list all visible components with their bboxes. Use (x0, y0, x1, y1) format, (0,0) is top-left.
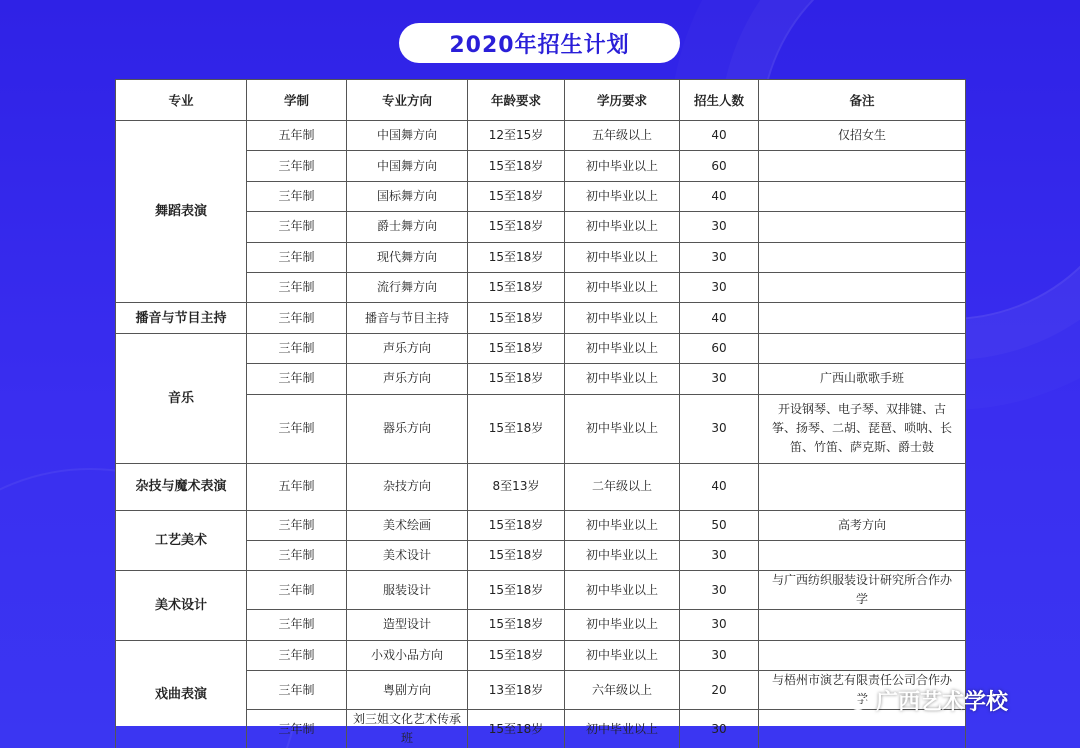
age-cell: 15至18岁 (468, 303, 565, 333)
direction-cell: 器乐方向 (347, 394, 468, 463)
education-cell: 初中毕业以上 (565, 510, 680, 540)
table-row (116, 571, 966, 610)
direction-cell: 国标舞方向 (347, 181, 468, 211)
age-cell: 15至18岁 (468, 394, 565, 463)
direction-cell: 中国舞方向 (347, 151, 468, 181)
count-cell: 30 (680, 571, 759, 610)
note-cell (759, 212, 966, 242)
count-cell: 30 (680, 540, 759, 570)
page-title: 2020年招生计划 (399, 23, 680, 63)
direction-cell: 粤剧方向 (347, 671, 468, 710)
system-cell: 三年制 (247, 364, 347, 394)
education-cell: 五年级以上 (565, 121, 680, 151)
system-cell: 三年制 (247, 303, 347, 333)
column-header: 招生人数 (680, 80, 759, 121)
direction-cell: 流行舞方向 (347, 272, 468, 302)
note-cell (759, 640, 966, 670)
enrollment-table-container (115, 79, 965, 746)
education-cell: 初中毕业以上 (565, 710, 680, 748)
system-cell: 三年制 (247, 272, 347, 302)
age-cell: 8至13岁 (468, 463, 565, 510)
system-cell: 三年制 (247, 571, 347, 610)
age-cell: 15至18岁 (468, 510, 565, 540)
direction-cell: 爵士舞方向 (347, 212, 468, 242)
table-row (116, 463, 966, 510)
count-cell: 30 (680, 610, 759, 640)
note-cell: 开设钢琴、电子琴、双排键、古筝、扬琴、二胡、琵琶、唢呐、长笛、竹笛、萨克斯、爵士鼓 (759, 394, 966, 463)
age-cell: 15至18岁 (468, 181, 565, 211)
age-cell: 15至18岁 (468, 242, 565, 272)
direction-cell: 造型设计 (347, 610, 468, 640)
age-cell: 15至18岁 (468, 333, 565, 363)
count-cell: 40 (680, 181, 759, 211)
table-row (116, 510, 966, 540)
age-cell: 15至18岁 (468, 364, 565, 394)
column-header: 学历要求 (565, 80, 680, 121)
direction-cell: 声乐方向 (347, 364, 468, 394)
count-cell: 30 (680, 710, 759, 748)
note-cell: 仅招女生 (759, 121, 966, 151)
direction-cell: 美术绘画 (347, 510, 468, 540)
system-cell: 三年制 (247, 710, 347, 748)
education-cell: 初中毕业以上 (565, 212, 680, 242)
age-cell: 15至18岁 (468, 272, 565, 302)
table-row (116, 121, 966, 151)
education-cell: 初中毕业以上 (565, 610, 680, 640)
education-cell: 初中毕业以上 (565, 394, 680, 463)
age-cell: 15至18岁 (468, 640, 565, 670)
note-cell (759, 610, 966, 640)
age-cell: 15至18岁 (468, 212, 565, 242)
direction-cell: 小戏小品方向 (347, 640, 468, 670)
note-cell (759, 540, 966, 570)
count-cell: 60 (680, 151, 759, 181)
age-cell: 13至18岁 (468, 671, 565, 710)
wechat-icon (838, 688, 868, 712)
education-cell: 二年级以上 (565, 463, 680, 510)
count-cell: 30 (680, 272, 759, 302)
system-cell: 三年制 (247, 540, 347, 570)
education-cell: 初中毕业以上 (565, 151, 680, 181)
table-header-row (116, 80, 966, 121)
direction-cell: 中国舞方向 (347, 121, 468, 151)
column-header: 专业方向 (347, 80, 468, 121)
table-row (116, 333, 966, 363)
education-cell: 初中毕业以上 (565, 242, 680, 272)
note-cell (759, 303, 966, 333)
age-cell: 15至18岁 (468, 610, 565, 640)
table-body (116, 121, 966, 748)
column-header: 备注 (759, 80, 966, 121)
education-cell: 初中毕业以上 (565, 272, 680, 302)
note-cell: 与梧州市演艺有限责任公司合作办学 (759, 671, 966, 710)
note-cell (759, 333, 966, 363)
count-cell: 50 (680, 510, 759, 540)
education-cell: 初中毕业以上 (565, 571, 680, 610)
system-cell: 三年制 (247, 510, 347, 540)
count-cell: 20 (680, 671, 759, 710)
system-cell: 三年制 (247, 394, 347, 463)
direction-cell: 播音与节目主持 (347, 303, 468, 333)
education-cell: 初中毕业以上 (565, 333, 680, 363)
major-cell: 工艺美术 (116, 510, 247, 571)
education-cell: 初中毕业以上 (565, 303, 680, 333)
age-cell: 15至18岁 (468, 151, 565, 181)
system-cell: 三年制 (247, 212, 347, 242)
watermark (838, 683, 1008, 717)
note-cell: 与广西纺织服装设计研究所合作办学 (759, 571, 966, 610)
education-cell: 六年级以上 (565, 671, 680, 710)
count-cell: 60 (680, 333, 759, 363)
note-cell: 高考方向 (759, 510, 966, 540)
count-cell: 30 (680, 364, 759, 394)
major-cell: 舞蹈表演 (116, 121, 247, 303)
note-cell (759, 151, 966, 181)
education-cell: 初中毕业以上 (565, 540, 680, 570)
major-cell: 杂技与魔术表演 (116, 463, 247, 510)
system-cell: 三年制 (247, 333, 347, 363)
system-cell: 三年制 (247, 242, 347, 272)
column-header: 年龄要求 (468, 80, 565, 121)
watermark-text: 广西艺术学校 (876, 689, 1009, 715)
count-cell: 40 (680, 463, 759, 510)
system-cell: 五年制 (247, 121, 347, 151)
note-cell (759, 463, 966, 510)
direction-cell: 服装设计 (347, 571, 468, 610)
age-cell: 15至18岁 (468, 571, 565, 610)
major-cell: 美术设计 (116, 571, 247, 640)
enrollment-plan-table (115, 79, 966, 748)
age-cell: 12至15岁 (468, 121, 565, 151)
system-cell: 五年制 (247, 463, 347, 510)
system-cell: 三年制 (247, 151, 347, 181)
note-cell: 广西山歌歌手班 (759, 364, 966, 394)
age-cell: 15至18岁 (468, 710, 565, 748)
count-cell: 30 (680, 394, 759, 463)
education-cell: 初中毕业以上 (565, 181, 680, 211)
system-cell: 三年制 (247, 181, 347, 211)
age-cell: 15至18岁 (468, 540, 565, 570)
education-cell: 初中毕业以上 (565, 364, 680, 394)
count-cell: 30 (680, 640, 759, 670)
column-header: 学制 (247, 80, 347, 121)
note-cell (759, 272, 966, 302)
count-cell: 30 (680, 242, 759, 272)
count-cell: 40 (680, 303, 759, 333)
direction-cell: 现代舞方向 (347, 242, 468, 272)
note-cell (759, 242, 966, 272)
education-cell: 初中毕业以上 (565, 640, 680, 670)
table-row (116, 303, 966, 333)
note-cell (759, 181, 966, 211)
major-cell: 音乐 (116, 333, 247, 463)
direction-cell: 杂技方向 (347, 463, 468, 510)
major-cell: 戏曲表演 (116, 640, 247, 748)
system-cell: 三年制 (247, 610, 347, 640)
count-cell: 30 (680, 212, 759, 242)
direction-cell: 声乐方向 (347, 333, 468, 363)
table-row (116, 640, 966, 670)
direction-cell: 美术设计 (347, 540, 468, 570)
count-cell: 40 (680, 121, 759, 151)
column-header: 专业 (116, 80, 247, 121)
direction-cell: 刘三姐文化艺术传承班 (347, 710, 468, 748)
major-cell: 播音与节目主持 (116, 303, 247, 333)
system-cell: 三年制 (247, 640, 347, 670)
system-cell: 三年制 (247, 671, 347, 710)
